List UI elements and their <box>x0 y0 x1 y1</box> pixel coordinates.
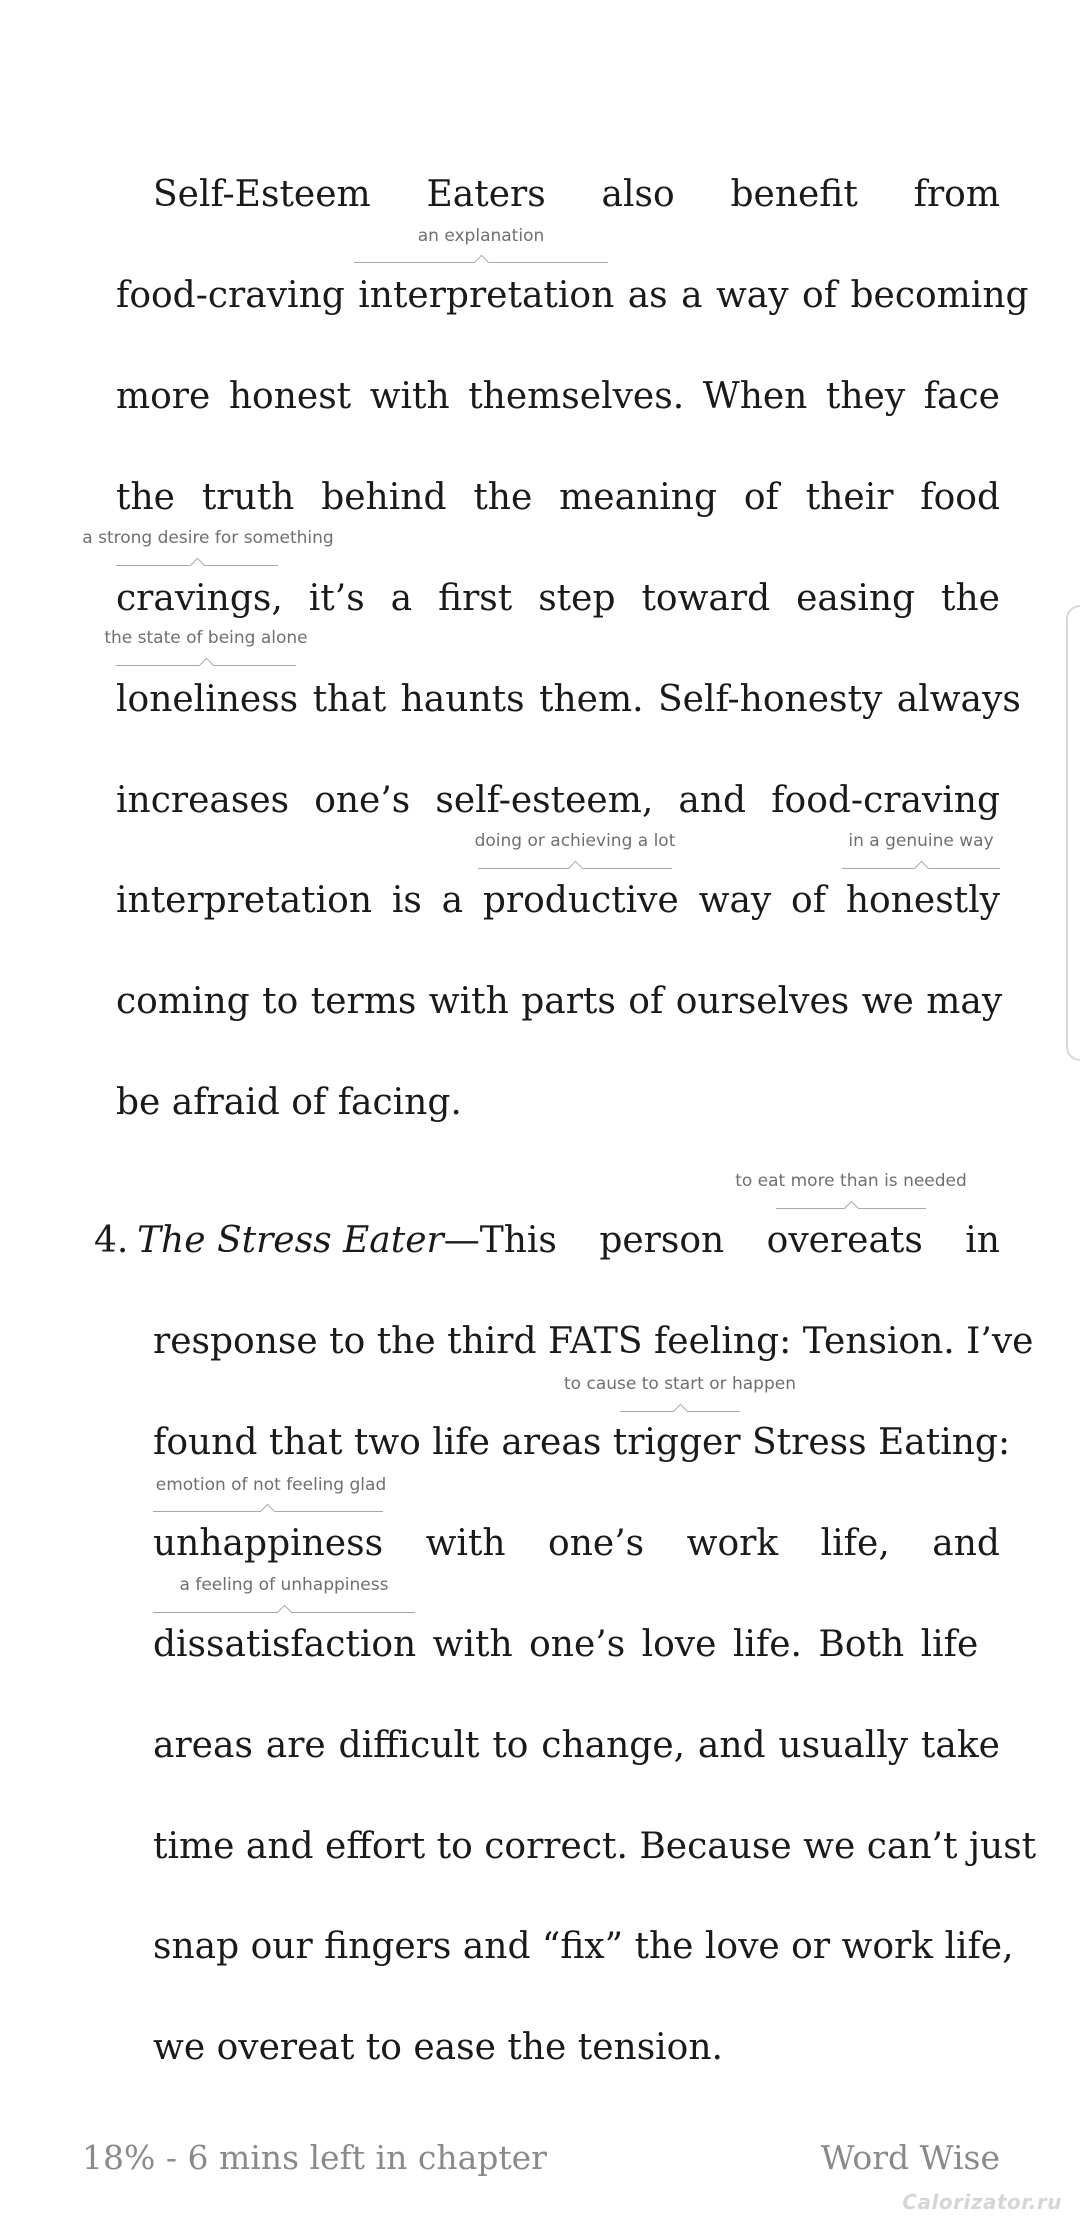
word: from <box>913 174 1000 215</box>
word: their <box>805 477 894 518</box>
word-wise-hint-overeats[interactable]: to eat more than is needed <box>735 1171 967 1191</box>
text-line: coming to terms with parts of ourselves we may <box>116 981 1003 1022</box>
word: one’s <box>314 780 411 821</box>
word: and <box>678 780 747 821</box>
word: benefit <box>730 174 858 215</box>
word: productive <box>482 880 679 921</box>
word: a <box>441 880 464 921</box>
word: are <box>265 1725 326 1766</box>
word-wise-button[interactable]: Word Wise <box>820 2138 1000 2177</box>
word-wise-hint-loneliness[interactable]: the state of being alone <box>104 628 308 648</box>
word: step <box>538 578 616 619</box>
word: easing <box>796 578 916 619</box>
text-line <box>116 468 1000 528</box>
word: interpretation <box>116 880 373 921</box>
watermark: Calorizator.ru <box>902 2190 1062 2214</box>
word: they <box>825 376 906 417</box>
word: person <box>599 1220 725 1261</box>
text-line <box>116 569 1000 629</box>
text-line: loneliness that haunts them. Self-honesty always <box>116 679 1021 720</box>
word: truth <box>201 477 295 518</box>
word: and <box>932 1523 1000 1564</box>
word <box>137 1211 557 1271</box>
text-line: we overeat to ease the tension. <box>153 2027 723 2068</box>
word: themselves. <box>468 376 685 417</box>
word: with <box>425 1523 506 1564</box>
word-wise-hint-productive[interactable]: doing or achieving a lot <box>474 831 676 851</box>
word: to <box>492 1725 529 1766</box>
word: face <box>923 376 1000 417</box>
word: cravings, <box>116 578 283 619</box>
word: is <box>391 880 422 921</box>
word: one’s <box>548 1523 645 1564</box>
word-wise-hint-dissatisfaction[interactable]: a feeling of unhappiness <box>179 1575 389 1595</box>
word: areas <box>153 1725 253 1766</box>
word: food <box>920 477 1000 518</box>
word-wise-hint-trigger[interactable]: to cause to start or happen <box>564 1374 796 1394</box>
text-line: time and effort to correct. Because we can’t just <box>153 1826 1037 1867</box>
word: Eaters <box>426 174 546 215</box>
word: usually <box>778 1725 909 1766</box>
side-panel-handle[interactable] <box>1066 605 1080 1061</box>
word: difficult <box>338 1725 480 1766</box>
word: behind <box>321 477 447 518</box>
word: honest <box>228 376 352 417</box>
word: and <box>697 1725 766 1766</box>
text-line <box>116 771 1000 831</box>
text-line: dissatisfaction with one’s love life. Both life <box>153 1624 979 1665</box>
text-line: food-craving interpretation as a way of becoming <box>116 275 1029 316</box>
text-line <box>153 1716 1000 1776</box>
word: of <box>791 880 827 921</box>
word: in <box>965 1220 1000 1261</box>
word: a <box>390 578 413 619</box>
list-item-number: 4. <box>94 1220 129 1261</box>
word: food-craving <box>771 780 1000 821</box>
word: toward <box>641 578 771 619</box>
word: take <box>920 1725 1000 1766</box>
word-wise-hint-cravings[interactable]: a strong desire for something <box>82 528 334 548</box>
word: unhappiness <box>153 1523 384 1564</box>
word-wise-hint-interpretation[interactable]: an explanation <box>417 226 545 246</box>
word: it’s <box>308 578 365 619</box>
word: way <box>698 880 772 921</box>
text-line <box>153 1514 1000 1574</box>
text-line <box>137 1211 1000 1271</box>
reading-progress[interactable]: 18% - 6 mins left in chapter <box>82 2138 547 2177</box>
word-wise-hint-honestly[interactable]: in a genuine way <box>848 831 994 851</box>
word: increases <box>116 780 290 821</box>
word: meaning <box>559 477 718 518</box>
text-line <box>116 367 1000 427</box>
word: the <box>116 477 175 518</box>
text-line: response to the third FATS feeling: Tension. I’ve <box>153 1321 1034 1362</box>
word: also <box>601 174 675 215</box>
word: change, <box>541 1725 686 1766</box>
word: work <box>686 1523 779 1564</box>
word: life, <box>820 1523 890 1564</box>
word-wise-hint-unhappiness[interactable]: emotion of not feeling glad <box>155 1475 387 1495</box>
word: more <box>116 376 211 417</box>
word: the <box>473 477 533 518</box>
text-line: snap our fingers and “fix” the love or work life, <box>153 1926 1014 1967</box>
word: honestly <box>845 880 1000 921</box>
word: with <box>369 376 450 417</box>
word: overeats <box>766 1220 923 1261</box>
word: When <box>702 376 808 417</box>
item-title: The Stress Eater <box>137 1220 444 1261</box>
word: the <box>941 578 1000 619</box>
word: Self-Esteem <box>153 174 371 215</box>
text-line: be afraid of facing. <box>116 1082 462 1123</box>
word: self-esteem, <box>435 780 654 821</box>
word: of <box>743 477 779 518</box>
text-line <box>116 871 1000 931</box>
word: first <box>438 578 513 619</box>
text-line: found that two life areas trigger Stress Eating: <box>153 1422 1011 1463</box>
item-dash: —This <box>443 1220 557 1261</box>
text-line <box>153 165 1000 225</box>
